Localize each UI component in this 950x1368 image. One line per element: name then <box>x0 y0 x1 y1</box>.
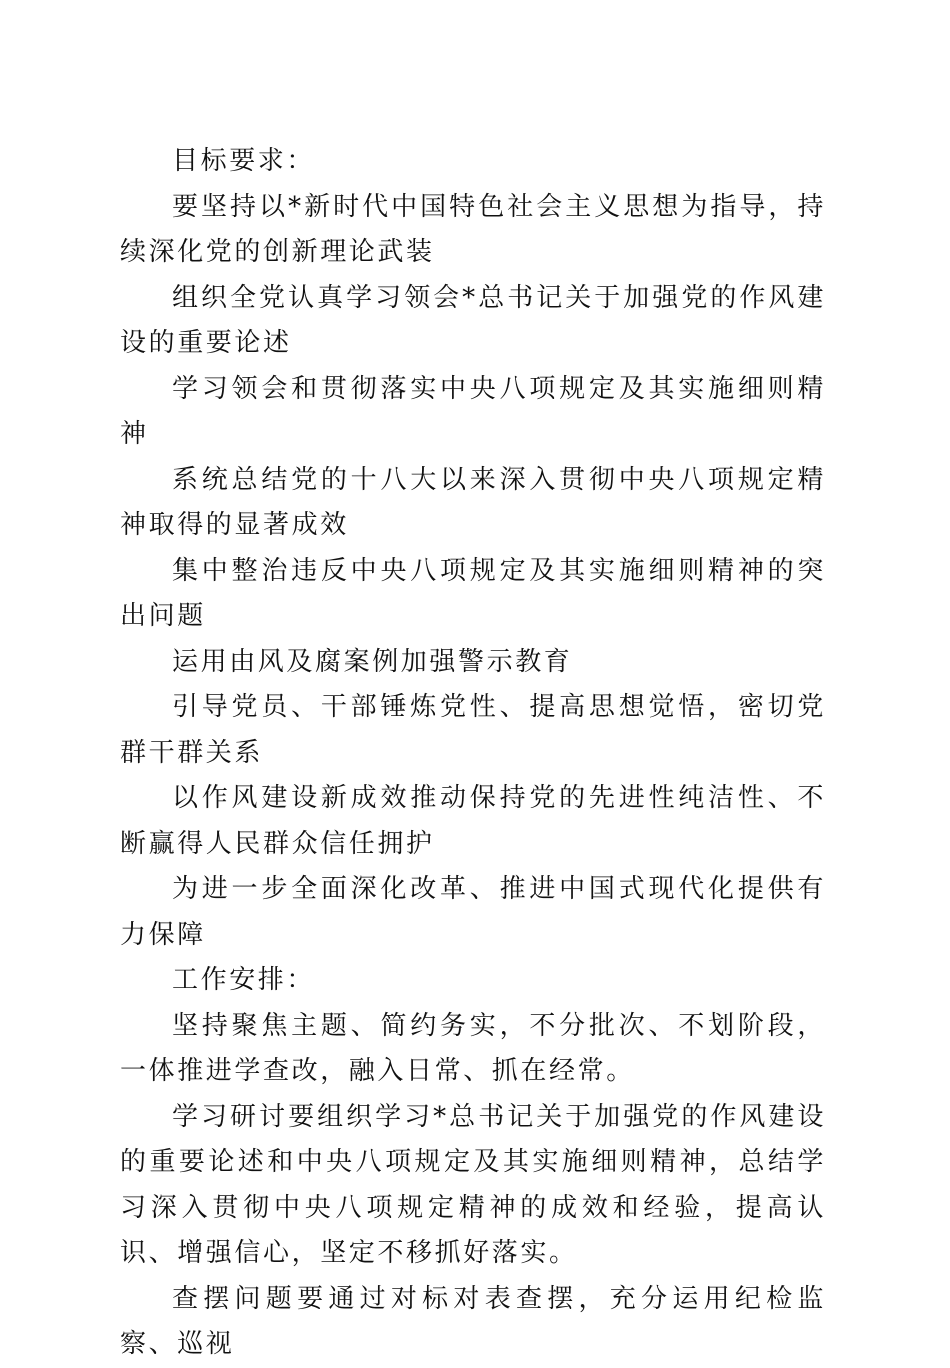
paragraph-11: 坚持聚焦主题、简约务实，不分批次、不划阶段，一体推进学查改，融入日常、抓在经常。 <box>120 1010 826 1086</box>
paragraph-5: 集中整治违反中央八项规定及其实施细则精神的突出问题 <box>120 555 826 631</box>
document-body <box>120 139 826 1368</box>
paragraph-7: 引导党员、干部锤炼党性、提高思想觉悟，密切党群干群关系 <box>120 692 826 768</box>
paragraph-6: 运用由风及腐案例加强警示教育 <box>172 646 573 677</box>
paragraph-8: 以作风建设新成效推动保持党的先进性纯洁性、不断赢得人民群众信任拥护 <box>120 783 826 859</box>
paragraph-2: 组织全党认真学习领会*总书记关于加强党的作风建设的重要论述 <box>120 282 826 358</box>
paragraph-work-arrangement-heading: 工作安排： <box>172 965 316 995</box>
paragraph-13: 查摆问题要通过对标对表查摆，充分运用纪检监察、巡视 <box>120 1283 826 1359</box>
paragraph-12: 学习研讨要组织学习*总书记关于加强党的作风建设的重要论述和中央八项规定及其实施细则精神，总结学习深入贯彻中央八项规定精神的成效和经验，提高认识、增强信心，坚定不移抓好落实。 <box>120 1101 826 1268</box>
paragraph-4: 系统总结党的十八大以来深入贯彻中央八项规定精神取得的显著成效 <box>120 464 826 540</box>
paragraph-1: 要坚持以*新时代中国特色社会主义思想为指导，持续深化党的创新理论武装 <box>120 191 826 267</box>
paragraph-goals-heading: 目标要求： <box>172 146 316 176</box>
paragraph-9: 为进一步全面深化改革、推进中国式现代化提供有力保障 <box>120 874 826 950</box>
paragraph-3: 学习领会和贯彻落实中央八项规定及其实施细则精神 <box>120 373 826 449</box>
